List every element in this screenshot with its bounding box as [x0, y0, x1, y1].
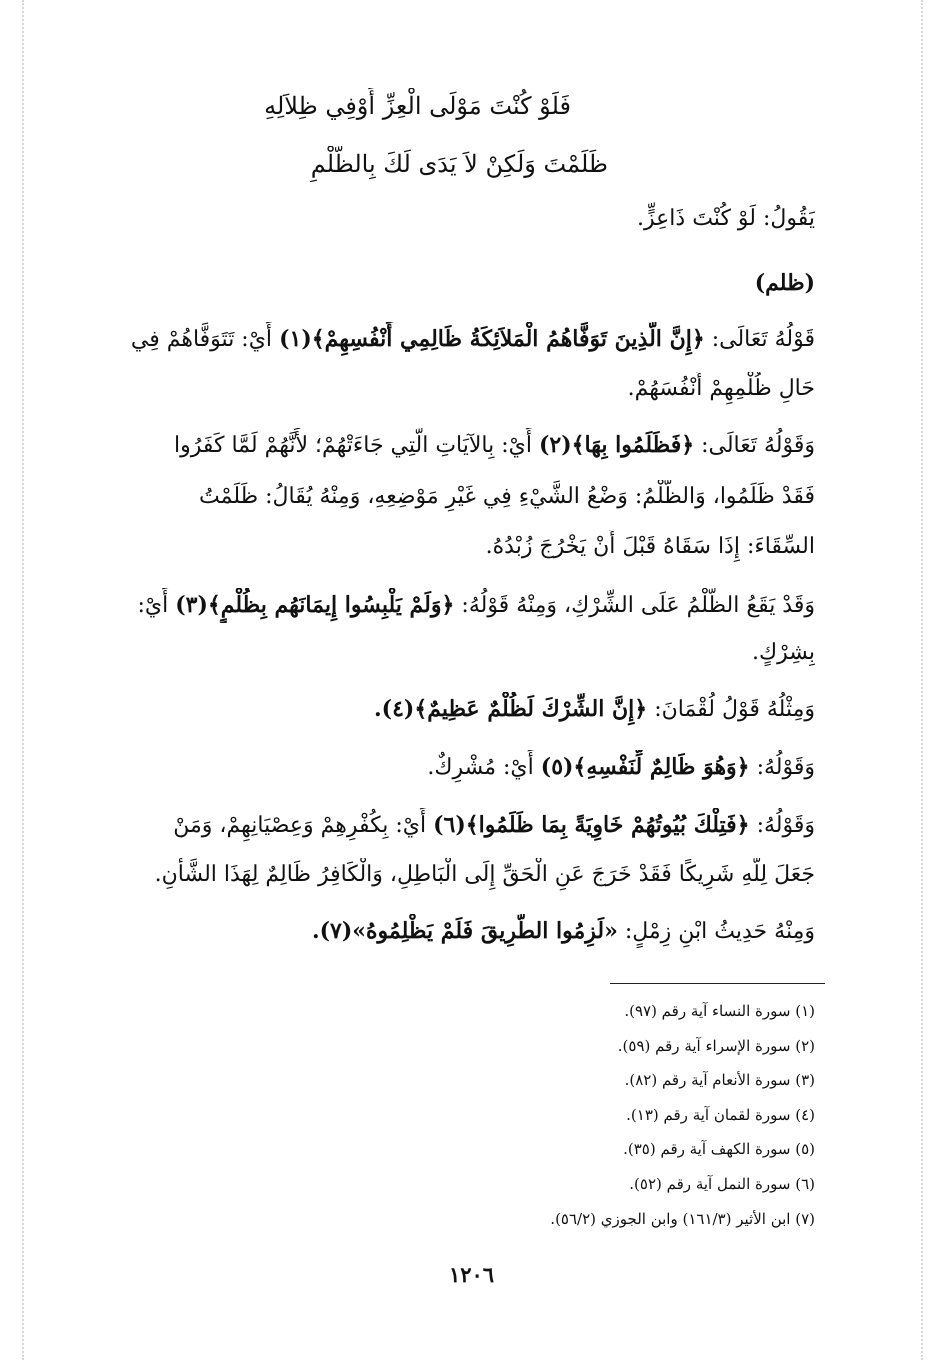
footnote-3: (٣) سورة الأنعام آية رقم (٨٢).: [624, 1071, 815, 1089]
footnote-separator: [610, 983, 825, 984]
footnote-7: (٧) ابن الأثير (١٦١/٣) وابن الجوزي (٥٦/٢).: [550, 1210, 815, 1228]
verse-line-2: ظَلَمْتَ وَلَكِنْ لاَ يَدَى لَكَ بِالظُّلْمِ: [310, 150, 608, 178]
p1-gloss: أَيْ: تَتَوَفَّاهُمْ فِي: [130, 327, 273, 352]
footnote-5: (٥) سورة الكهف آية رقم (٣٥).: [623, 1140, 815, 1158]
footnote-2: (٢) سورة الإسراء آية رقم (٥٩).: [617, 1037, 815, 1055]
p4-lead: وَمِثْلُهُ قَوْلُ لُقْمَانَ:: [654, 697, 815, 722]
paragraph-3-line-1: [115, 588, 815, 623]
paragraph-6-line-2: جَعَلَ لِلَّهِ شَرِيكًا فَقَدْ خَرَجَ عَنِ الْحَقِّ إِلَى الْبَاطِلِ، وَالْكَافِرُ ظَالِمٌ لِهَذَا الشَّأْنِ.: [154, 862, 815, 887]
paragraph-5: [115, 750, 815, 785]
paragraph-1-line-1: [115, 322, 815, 357]
p7-hadith-quote: «لَزِمُوا الطَّرِيقَ فَلَمْ يَظْلِمُوهُ»(٧).: [311, 918, 618, 944]
p6-gloss: أَيْ: بِكُفْرِهِمْ وَعِصْيَانِهِمْ، وَمَنْ: [173, 813, 427, 838]
p5-lead: وَقَوْلُهُ:: [756, 755, 815, 780]
verse-line-1: فَلَوْ كُنْتَ مَوْلَى الْعِزِّ أَوْفِي ظِلاَلِهِ: [264, 92, 571, 120]
paragraph-6-line-1: [115, 808, 815, 843]
footnote-6: (٦) سورة النمل آية رقم (٥٢).: [629, 1175, 815, 1193]
paragraph-1-line-2: حَالِ ظُلْمِهِمْ أَنْفُسَهُمْ.: [627, 376, 815, 401]
paragraph-2-line-1: [115, 428, 815, 463]
p3-quran-quote: ﴿وَلَمْ يَلْبِسُوا إِيمَانَهُم بِظُلْمٍ﴾(٣): [175, 592, 455, 618]
footnote-4: (٤) سورة لقمان آية رقم (١٣).: [626, 1106, 815, 1124]
scan-edge-right: [921, 0, 923, 1360]
page-number: ١٢٠٦: [448, 1262, 495, 1287]
paragraph-3-line-2: بِشِرْكٍ.: [751, 640, 815, 665]
paragraph-7: [115, 914, 815, 949]
paragraph-2-line-2: فَقَدْ ظَلَمُوا، وَالظُّلْمُ: وَضْعُ الشَّيْءِ فِي غَيْرِ مَوْضِعِهِ، وَمِنْهُ يُقَالُ: ظَلَمْتُ: [199, 484, 815, 509]
p2-lead: وَقَوْلُهُ تَعَالَى:: [701, 433, 815, 458]
p3-gloss: أَيْ:: [137, 593, 169, 618]
p6-lead: وَقَوْلُهُ:: [756, 813, 815, 838]
p1-quran-quote: ﴿إِنَّ الَّذِينَ تَوَفَّاهُمُ الْمَلاَئِكَةُ ظَالِمِي أَنْفُسِهِمْ﴾(١): [279, 326, 705, 352]
paragraph-4: [115, 692, 815, 727]
p6-quran-quote: ﴿فَتِلْكَ بُيُوتُهُمْ خَاوِيَةً بِمَا ظَلَمُوا﴾(٦): [433, 812, 750, 838]
entry-heading: (ظلم): [754, 270, 815, 296]
footnote-1: (١) سورة النساء آية رقم (٩٧).: [624, 1002, 815, 1020]
p7-lead: وَمِنْهُ حَدِيثُ ابْنِ زِمْلٍ:: [624, 919, 815, 944]
paragraph-2-line-3: السِّقَاءَ: إِذَا سَقَاهُ قَبْلَ أَنْ يَخْرُجَ زُبْدُهُ.: [485, 534, 815, 559]
scan-edge-left: [22, 0, 24, 1360]
p5-quran-quote: ﴿وَهُوَ ظَالِمٌ لِّنَفْسِهِ﴾(٥): [540, 754, 750, 780]
p2-gloss: أَيْ: بِالآيَاتِ الَّتِي جَاءَتْهُمْ؛ لأَنَّهُمْ لَمَّا كَفَرُوا: [173, 433, 532, 458]
p5-gloss: أَيْ: مُشْرِكٌ.: [427, 755, 534, 780]
verse-explanation: يَقُولُ: لَوْ كُنْتَ ذَاعِزٍّ.: [637, 206, 815, 231]
p2-quran-quote: ﴿فَظَلَمُوا بِهَا﴾(٢): [539, 432, 695, 458]
p1-lead: قَوْلُهُ تَعَالَى:: [711, 327, 815, 352]
p4-quran-quote: ﴿إِنَّ الشِّرْكَ لَظُلْمٌ عَظِيمٌ﴾(٤).: [374, 696, 648, 722]
p3-lead: وَقَدْ يَقَعُ الظُّلْمُ عَلَى الشِّرْكِ، وَمِنْهُ قَوْلُهُ:: [461, 593, 815, 618]
